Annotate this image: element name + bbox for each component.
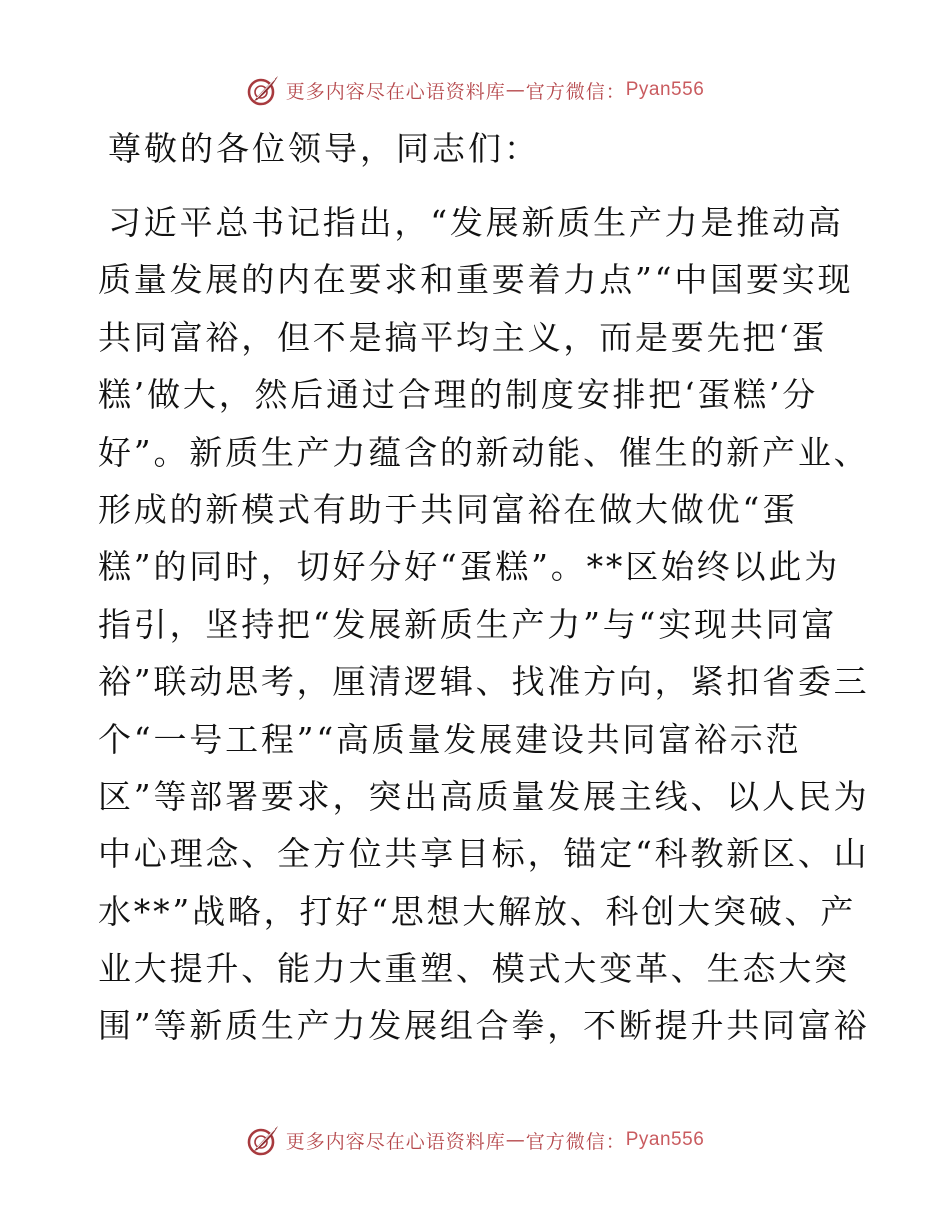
footer-wechat-label: 官方微信： [525,1130,626,1153]
quill-pen-logo-icon [246,73,280,107]
body-line: 糕’做大，然后通过合理的制度安排把‘蛋糕’分 [98,375,819,415]
body-line: 个“一号工程”“高质量发展建设共同富裕示范 [98,719,802,759]
header-wechat-label: 官方微信： [525,80,626,103]
body-line: 中心理念、全方位共享目标，锚定“科教新区、山 [98,834,870,874]
body-line: 习近平总书记指出，“发展新质生产力是推动高 [108,203,844,242]
greeting: 尊敬的各位领导，同志们： [108,129,540,168]
body-line: 好”。新质生产力蕴含的新动能、催生的新产业、 [98,432,870,472]
body-line: 质量发展的内在要求和重要着力点”“中国要实现 [98,260,854,300]
footer-banner [0,1122,950,1158]
footer-dash: — [505,1129,526,1151]
header-site-text: 更多内容尽在心语资料库 [285,80,506,103]
quill-pen-logo-icon [246,1123,280,1157]
footer-banner-text [286,1127,705,1154]
body-line: 围”等新质生产力发展组合拳，不断提升共同富裕 [98,1006,870,1046]
body-line: 区”等部署要求，突出高质量发展主线、以人民为 [98,776,870,816]
body-line: 水**”战略，打好“思想大解放、科创大突破、产 [98,891,857,931]
body-line: 形成的新模式有助于共同富裕在做大做优“蛋 [98,489,798,529]
body-line: 指引，坚持把“发展新质生产力”与“实现共同富 [98,604,838,644]
header-banner [0,72,950,108]
body-line: 裕”联动思考，厘清逻辑、找准方向，紧扣省委三 [98,662,870,702]
body-line: 共同富裕，但不是搞平均主义，而是要先把‘蛋 [98,317,828,357]
footer-wechat-account: Pyan556 [625,1129,705,1150]
body-line: 业大提升、能力大重塑、模式大变革、生态大突 [98,949,850,989]
header-banner-text [286,77,705,104]
header-wechat-account: Pyan556 [625,79,705,100]
body-line: 糕”的同时，切好分好“蛋糕”。**区始终以此为 [98,547,841,587]
body-paragraph [98,194,870,1055]
footer-site-text: 更多内容尽在心语资料库 [285,1130,506,1153]
header-dash: — [505,79,526,101]
